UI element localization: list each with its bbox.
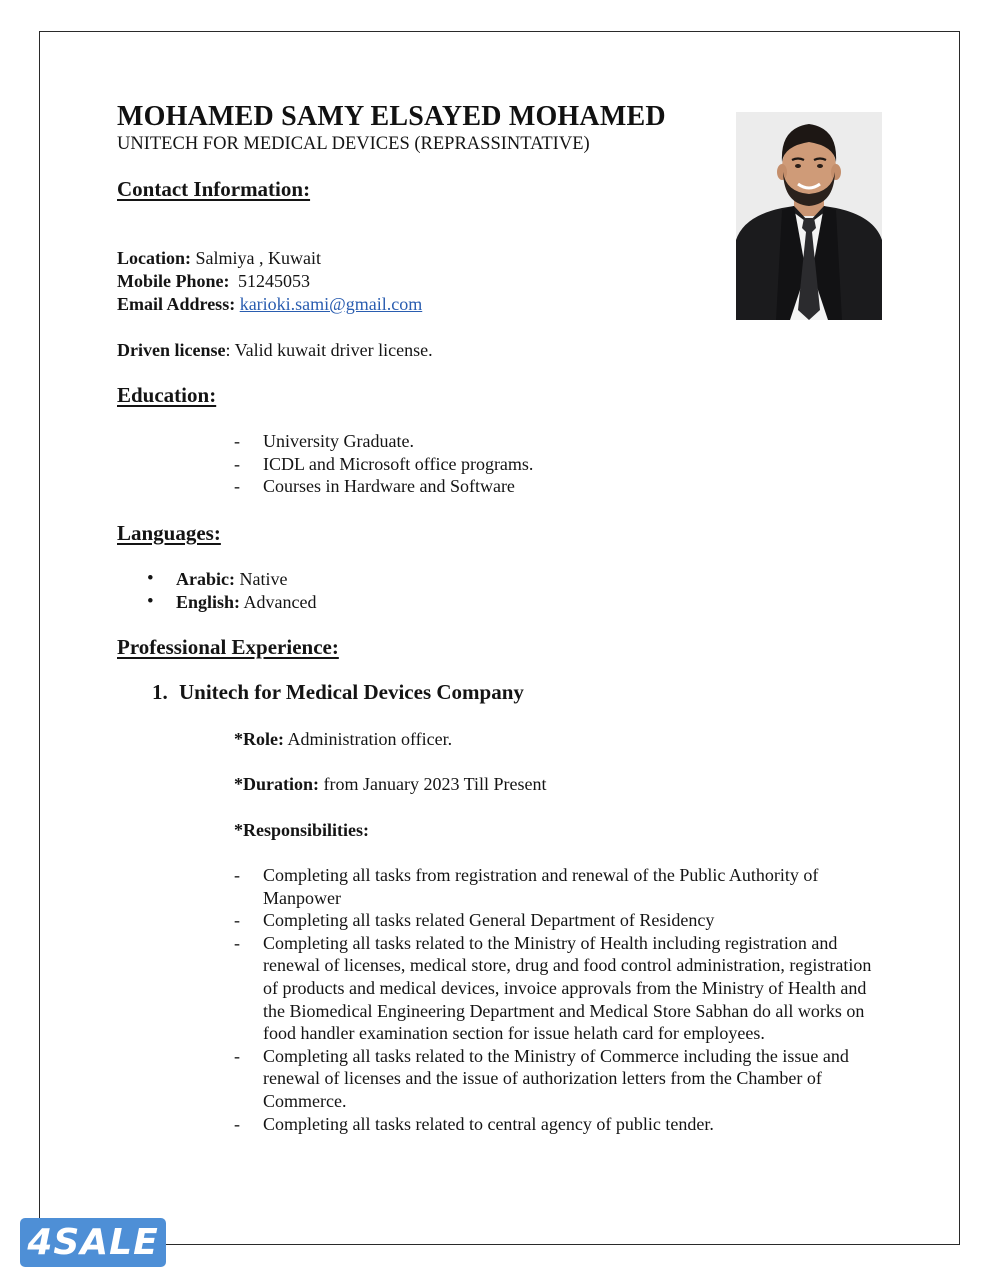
responsibility-item: - Completing all tasks related General Department of Residency xyxy=(234,909,876,932)
phone-value: 51245053 xyxy=(238,271,310,291)
experience-heading: Professional Experience: xyxy=(117,635,339,659)
responsibility-item: - Completing all tasks from registration and renewal of the Public Authority of Manpower xyxy=(234,864,876,909)
phone-line xyxy=(117,270,310,293)
language-name: Arabic: xyxy=(176,569,235,589)
duration-value: from January 2023 Till Present xyxy=(323,774,547,794)
education-item: - ICDL and Microsoft office programs. xyxy=(234,453,533,476)
language-item xyxy=(147,591,317,614)
education-item: - Courses in Hardware and Software xyxy=(234,475,533,498)
language-item xyxy=(147,568,317,591)
responsibilities-list xyxy=(234,864,876,1135)
languages-heading: Languages: xyxy=(117,521,221,545)
license-line xyxy=(117,339,433,362)
license-value: : Valid kuwait driver license. xyxy=(225,340,433,360)
role-label: *Role: xyxy=(234,729,284,749)
responsibility-item: - Completing all tasks related to central agency of public tender. xyxy=(234,1113,876,1136)
location-label: Location: xyxy=(117,248,191,268)
email-label: Email Address: xyxy=(117,294,236,314)
language-level: Advanced xyxy=(243,591,317,612)
languages-list xyxy=(147,568,317,613)
company-number: 1. xyxy=(152,680,168,704)
location-line xyxy=(117,247,321,270)
candidate-name: MOHAMED SAMY ELSAYED MOHAMED xyxy=(117,101,666,132)
phone-label: Mobile Phone: xyxy=(117,271,230,291)
contact-heading: Contact Information: xyxy=(117,177,311,201)
education-heading: Education: xyxy=(117,383,217,407)
duration-label: *Duration: xyxy=(234,774,319,794)
language-level: Native xyxy=(239,569,288,589)
profile-photo xyxy=(736,112,882,320)
license-label: Driven license xyxy=(117,340,226,360)
watermark-logo xyxy=(20,1218,166,1267)
watermark-text: 4SALE xyxy=(27,1222,159,1263)
role-line xyxy=(234,728,452,751)
responsibilities-label: *Responsibilities: xyxy=(234,820,370,840)
profile-photo-illustration xyxy=(736,112,882,320)
language-name: English: xyxy=(176,591,241,612)
education-item: - University Graduate. xyxy=(234,430,533,453)
responsibility-item: - Completing all tasks related to the Ministry of Health including registration and renewal of licenses, medical store, drug and food control administration, registration of products and medical devices, invoice approvals from the Ministry of Health and the Biomedical Engineering Department and Medical Store Sabhan do all works on food handler examination section for issue helath card for employees. xyxy=(234,932,876,1045)
company-line xyxy=(152,680,524,705)
candidate-subtitle: UNITECH FOR MEDICAL DEVICES (REPRASSINTATIVE) xyxy=(117,134,590,154)
email-line xyxy=(117,293,422,316)
role-value: Administration officer. xyxy=(287,729,453,749)
email-link[interactable]: karioki.sami@gmail.com xyxy=(239,294,423,314)
education-list xyxy=(234,430,533,498)
company-name: Unitech for Medical Devices Company xyxy=(179,680,524,704)
responsibility-item: - Completing all tasks related to the Ministry of Commerce including the issue and renewal of licenses and the issue of authorization letters from the Chamber of Commerce. xyxy=(234,1045,876,1113)
duration-line xyxy=(234,773,547,796)
location-value: Salmiya , Kuwait xyxy=(195,248,321,268)
